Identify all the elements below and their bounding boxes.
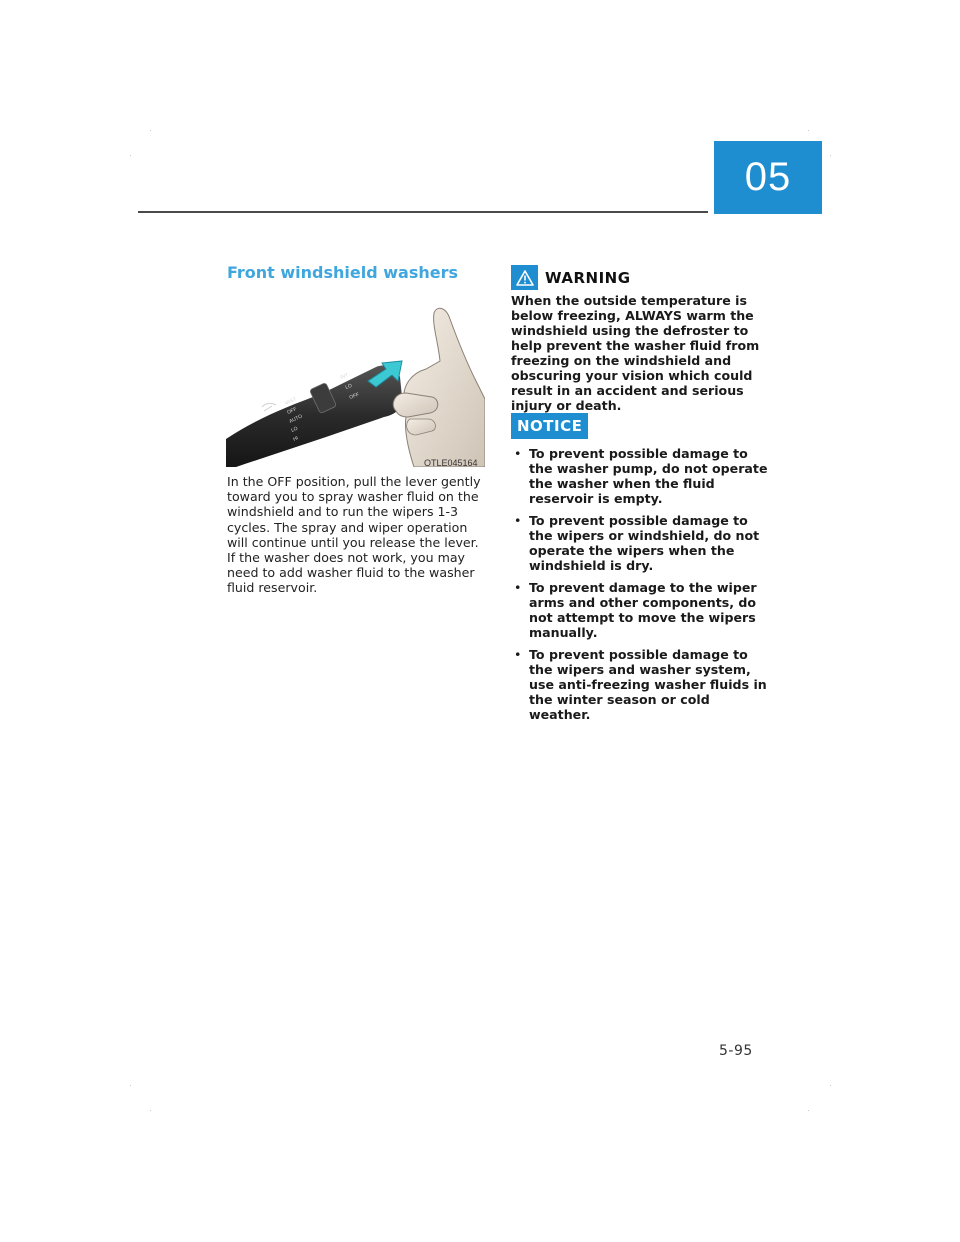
svg-text:OFF: OFF	[348, 391, 361, 401]
warning-triangle-icon	[511, 265, 538, 290]
notice-item	[511, 580, 773, 640]
crop-mark	[808, 1110, 809, 1111]
bullet-icon: •	[514, 513, 522, 528]
notice-badge: NOTICE	[511, 413, 588, 439]
notice-item	[511, 647, 773, 722]
header-divider	[138, 211, 708, 213]
crop-mark	[130, 155, 131, 156]
svg-text:LO: LO	[290, 425, 299, 434]
chapter-tab	[714, 141, 822, 214]
crop-mark	[808, 130, 809, 131]
svg-text:AUTO: AUTO	[288, 413, 304, 425]
svg-text:MIST: MIST	[284, 396, 298, 407]
notice-item	[511, 446, 773, 506]
notice-item-text: To prevent possible damage to the wipers or windshield, do not operate the wipers when the windshield is dry.	[529, 513, 760, 573]
crop-mark	[150, 130, 151, 131]
body-paragraph: In the OFF position, pull the lever gently toward you to spray washer fluid on the windshield and to run the wipers 1-3 cycles. The spray and wiper operation will continue until you release the lever. If the washer does not work, you may need to add washer fluid to the washer fluid reservoir.	[227, 474, 481, 596]
bullet-icon: •	[514, 446, 522, 461]
crop-mark	[150, 1110, 151, 1111]
chapter-number: 05	[744, 155, 792, 199]
bullet-icon: •	[514, 580, 522, 595]
notice-item-text: To prevent damage to the wiper arms and other components, do not attempt to move the wipers manually.	[529, 580, 757, 640]
figure-code: OTLE045164	[424, 458, 478, 468]
notice-item-text: To prevent possible damage to the washer pump, do not operate the washer when the fluid reservoir is empty.	[529, 446, 768, 506]
svg-text:OFF: OFF	[286, 406, 298, 416]
warning-title: WARNING	[545, 268, 631, 287]
notice-list	[511, 439, 773, 722]
crop-mark	[830, 1085, 831, 1086]
crop-mark	[830, 155, 831, 156]
notice-item-text: To prevent possible damage to the wipers and washer system, use anti-freezing washer fluids in the winter season or cold weather.	[529, 647, 767, 722]
warning-text: When the outside temperature is below freezing, ALWAYS warm the windshield using the defroster to help prevent the washer fluid from freezing on the windshield and obscuring your vision which could result in an accident and serious injury or death.	[511, 293, 760, 413]
section-title: Front windshield washers	[227, 263, 459, 282]
notice-item	[511, 513, 773, 573]
svg-text:LO: LO	[344, 382, 353, 391]
crop-mark	[130, 1085, 131, 1086]
page-number: 5-95	[719, 1043, 753, 1059]
bullet-icon: •	[514, 647, 522, 662]
warning-header	[511, 265, 631, 290]
wiper-lever-illustration	[226, 289, 485, 467]
lever-drawing	[226, 289, 485, 467]
svg-text:HI: HI	[292, 435, 300, 443]
svg-text:INT: INT	[339, 372, 350, 381]
